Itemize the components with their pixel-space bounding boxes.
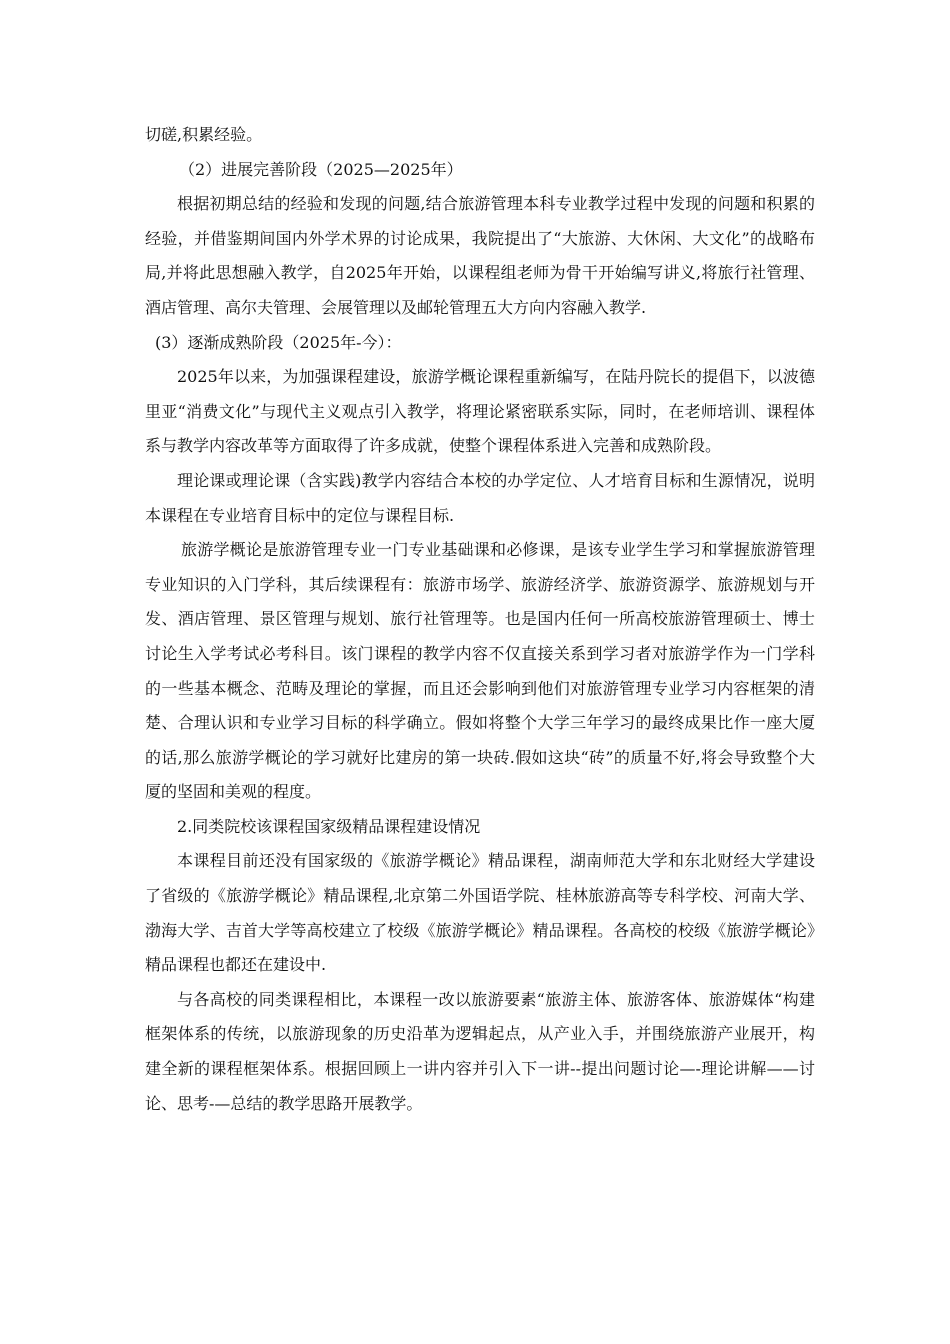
- paragraph-national-courses: 本课程目前还没有国家级的《旅游学概论》精品课程，湖南师范大学和东北财经大学建设了省级的《旅游学概论》精品课程,北京第二外国语学院、桂林旅游高等专科学校、河南大学、渤海大学、吉首大学等高校建立了校级《旅游学概论》精品课程。各高校的校级《旅游学概论》精品课程也都还在建设中.: [145, 851, 815, 975]
- paragraph-comparison: 与各高校的同类课程相比，本课程一改以旅游要素“旅游主体、旅游客体、旅游媒体“构建框架体系的传统，以旅游现象的历史沿革为逻辑起点，从产业入手，并围绕旅游产业展开，构建全新的课程框架体系。根据回顾上一讲内容并引入下一讲--提出问题讨论—-理论讲解——讨论、思考-—总结的教学思路开展教学。: [145, 989, 815, 1113]
- paragraph-stage-3: 2025年以来，为加强课程建设，旅游学概论课程重新编写，在陆丹院长的提倡下，以波德里亚“消费文化”与现代主义观点引入教学，将理论紧密联系实际，同时，在老师培训、课程体系与教学内容改革等方面取得了许多成就，使整个课程体系进入完善和成熟阶段。: [145, 367, 815, 456]
- paragraph-continuation: 切磋,积累经验。: [145, 125, 263, 144]
- paragraph-stage-2: 根据初期总结的经验和发现的问题,结合旅游管理本科专业教学过程中发现的问题和积累的经验，并借鉴期间国内外学术界的讨论成果，我院提出了“大旅游、大休闲、大文化”的战略布局,并将此思想融入教学，自2025年开始，以课程组老师为骨干开始编写讲义,将旅行社管理、酒店管理、高尔夫管理、会展管理以及邮轮管理五大方向内容融入教学.: [145, 194, 815, 317]
- paragraph-course-intro: 旅游学概论是旅游管理专业一门专业基础课和必修课，是该专业学生学习和掌握旅游管理专业知识的入门学科，其后续课程有：旅游市场学、旅游经济学、旅游资源学、旅游规划与开发、酒店管理、景区管理与规划、旅行社管理等。也是国内任何一所高校旅游管理硕士、博士讨论生入学考试必考科目。该门课程的教学内容不仅直接关系到学习者对旅游学作为一门学科的一些基本概念、范畴及理论的掌握，而且还会影响到他们对旅游管理专业学习内容框架的清楚、合理认识和专业学习目标的科学确立。假如将整个大学三年学习的最终成果比作一座大厦的话,那么旅游学概论的学习就好比建房的第一块砖.假如这块“砖”的质量不好,将会导致整个大厦的坚固和美观的程度。: [145, 540, 815, 802]
- document-body: [145, 118, 815, 1121]
- stage-heading-3: (3）逐渐成熟阶段（2025年-今）：: [155, 332, 402, 352]
- paragraph-course-positioning: 理论课或理论课（含实践)教学内容结合本校的办学定位、人才培育目标和生源情况，说明本课程在专业培育目标中的定位与课程目标.: [145, 470, 815, 525]
- section-heading-national-courses: 2.同类院校该课程国家级精品课程建设情况: [177, 816, 481, 836]
- stage-heading-2: （2）进展完善阶段（2025—2025年）: [179, 159, 463, 179]
